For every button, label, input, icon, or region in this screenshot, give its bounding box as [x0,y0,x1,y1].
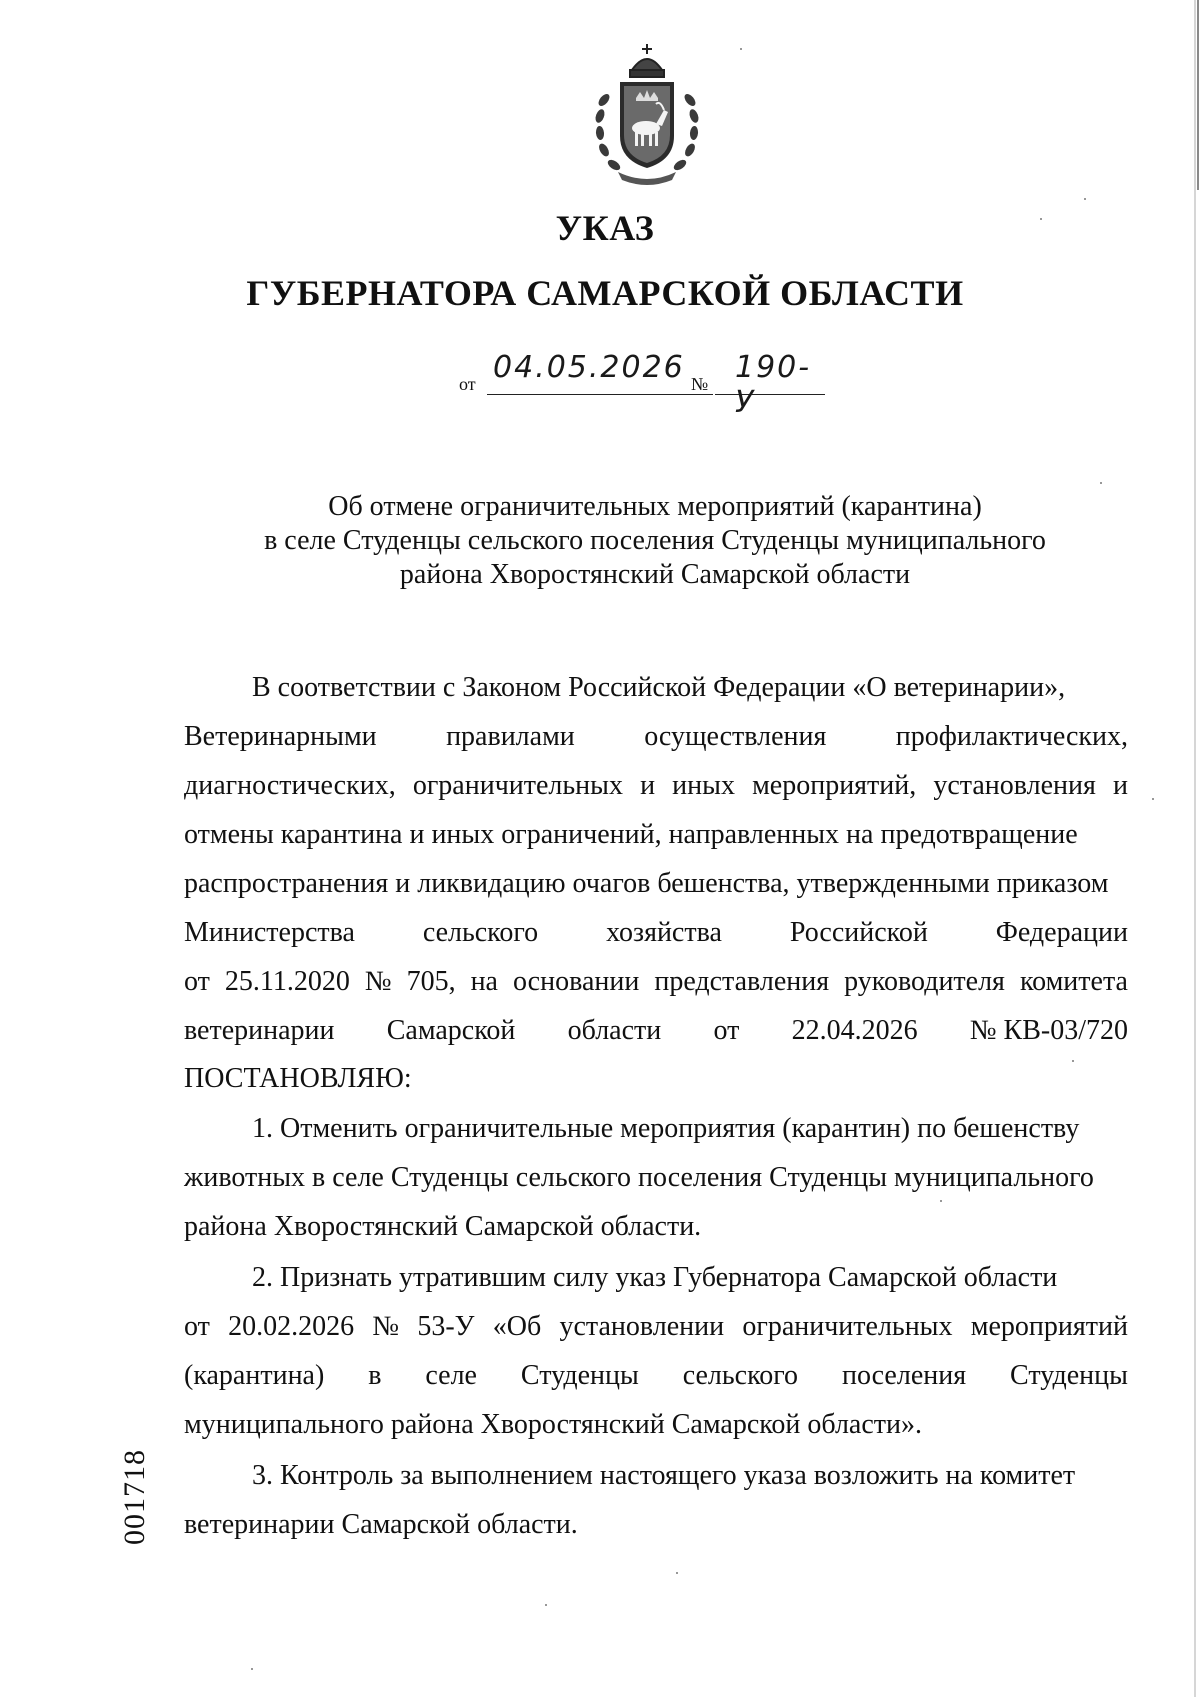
handwritten-number: 190-У [735,350,812,420]
preamble-line: распространения и ликвидацию очагов бешенства, утвержденными приказом [184,868,1109,899]
word: 53-У [417,1311,475,1342]
side-registration-stamp [118,1427,158,1547]
word: № [372,1311,400,1342]
word: мероприятий [970,1311,1128,1342]
item-2-line: 2. Признать утратившим силу указ Губернатора Самарской области [252,1262,1058,1293]
preamble-line [184,966,1128,998]
subject-line: в селе Студенцы сельского поселения Студенцы муниципального [264,525,1046,556]
scan-speck [251,1668,253,1670]
word: ограничительных [412,770,623,801]
word: комитета [1019,966,1128,997]
word: руководителя [844,966,1005,997]
word: области [567,1015,662,1046]
decree-subject [0,490,1200,592]
word: осуществления [644,721,827,752]
word: ограничительных [742,1311,953,1342]
scan-speck [1152,798,1154,800]
word: Министерства [184,917,355,948]
scan-speck [676,1572,678,1574]
preamble-line: В соответствии с Законом Российской Федерации «О ветеринарии», [252,672,1066,703]
preamble-line [184,917,1128,949]
word: диагностических, [184,770,396,801]
word: профилактических, [895,721,1128,752]
word: в [368,1360,382,1391]
handwritten-date: 04.05.2026 [493,350,685,385]
scan-speck [1072,1060,1074,1062]
word: Ветеринарными [184,721,377,752]
word: № КВ-03/720 [969,1015,1128,1046]
word: сельского [682,1360,799,1391]
word: поселения [841,1360,967,1391]
word: 705, [406,966,456,997]
page-edge-mark [1197,0,1199,190]
item-3-line: ветеринарии Самарской области. [184,1509,578,1540]
word: 20.02.2026 [228,1311,355,1342]
coat-of-arms-emblem [588,40,706,188]
subject-line: Об отмене ограничительных мероприятий (карантина) [328,491,982,522]
word: 22.04.2026 [791,1015,918,1046]
scan-speck [545,1604,547,1606]
word: Федерации [995,917,1128,948]
item-1-line: животных в селе Студенцы сельского поселения Студенцы муниципального [184,1162,1094,1193]
scan-speck [1100,482,1102,484]
item-3-line: 3. Контроль за выполнением настоящего указа возложить на комитет [252,1460,1076,1491]
item-2-line [184,1360,1128,1392]
scan-speck [1084,198,1086,200]
word: хозяйства [606,917,722,948]
stamp-number: 001718 [118,1449,151,1545]
word: 25.11.2020 [224,966,350,997]
word: (карантина) [184,1360,325,1391]
word: установлении [559,1311,725,1342]
page-edge-shadow [1194,0,1196,1697]
word: Студенцы [520,1360,639,1391]
preamble-line [184,1015,1128,1047]
word: № [364,966,392,997]
scan-speck [1040,218,1042,220]
date-underline [487,394,713,395]
word: мероприятий, [752,770,917,801]
word: от [713,1015,740,1046]
word: и [1113,770,1128,801]
preamble-line [184,770,1128,802]
word: ветеринарии [184,1015,335,1046]
subject-line: района Хворостянский Самарской области [399,559,911,590]
issuer-title: ГУБЕРНАТОРА САМАРСКОЙ ОБЛАСТИ [246,273,964,313]
word: установления [933,770,1096,801]
word: основании [512,966,640,997]
scan-speck [940,1200,942,1202]
word: правилами [446,721,575,752]
item-2-line: муниципального района Хворостянский Самарской области». [184,1409,923,1440]
item-1-line: района Хворостянский Самарской области. [184,1211,702,1242]
date-label: от [459,374,476,394]
word: Студенцы [1010,1360,1128,1391]
word: представления [654,966,830,997]
item-2-line [184,1311,1128,1343]
scan-speck [740,48,742,50]
word: на [470,966,498,997]
item-1-line: 1. Отменить ограничительные мероприятия (карантин) по бешенству [252,1113,1080,1144]
preamble-line [184,721,1128,753]
word: селе [425,1360,477,1391]
word: сельского [422,917,539,948]
preamble-line: отмены карантина и иных ограничений, направленных на предотвращение [184,819,1078,850]
word: от [184,1311,210,1342]
word: Самарской [386,1015,516,1046]
number-label: № [691,374,709,394]
word: Российской [789,917,928,948]
word: иных [672,770,735,801]
resolution-word: ПОСТАНОВЛЯЮ: [184,1063,412,1094]
word: от [184,966,210,997]
word: и [640,770,656,801]
document-type-title: УКАЗ [555,208,655,248]
word: «Об [492,1311,542,1342]
